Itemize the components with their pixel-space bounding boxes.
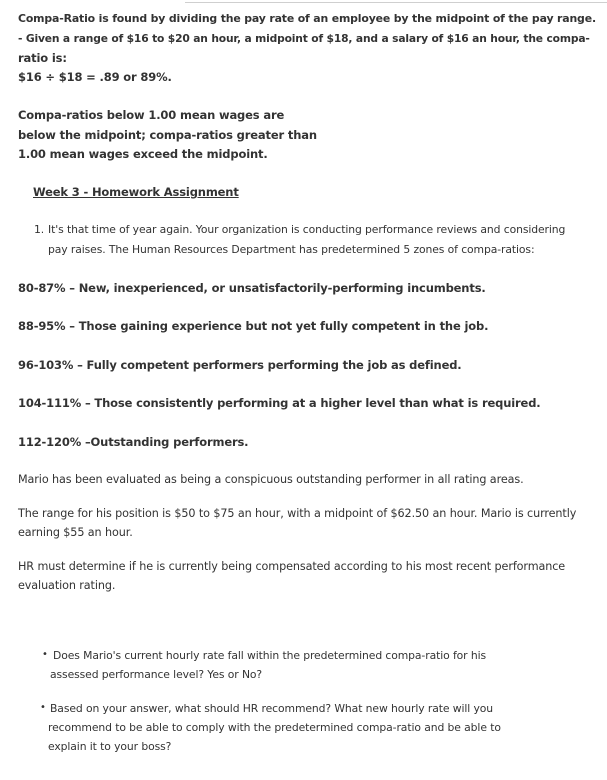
scenario-paragraph-2-line-2: earning $55 an hour. <box>18 526 133 539</box>
intro-line-3: ratio is: <box>18 51 67 65</box>
zone-3: 96-103% – Fully competent performers performing the job as defined. <box>18 358 462 372</box>
note-line-1: Compa-ratios below 1.00 mean wages are <box>18 108 285 122</box>
intro-line-2: - Given a range of $16 to $20 an hour, a midpoint of $18, and a salary of $16 an hour, the compa- <box>18 32 590 45</box>
scenario-paragraph-1: Mario has been evaluated as being a conspicuous outstanding performer in all rating areas. <box>18 473 524 486</box>
question-line-2: pay raises. The Human Resources Department has predetermined 5 zones of compa-ratios: <box>48 243 535 256</box>
intro-formula: $16 ÷ $18 = .89 or 89%. <box>18 70 172 84</box>
question-line-1: It's that time of year again. Your organization is conducting performance reviews and considering <box>48 223 566 236</box>
bullet-2-line-1: Based on your answer, what should HR recommend? What new hourly rate will you <box>50 702 494 715</box>
zone-2: 88-95% – Those gaining experience but not yet fully competent in the job. <box>18 319 489 333</box>
top-divider <box>185 2 607 3</box>
bullet-icon: • <box>40 702 46 713</box>
intro-line-1: Compa-Ratio is found by dividing the pay rate of an employee by the midpoint of the pay range. <box>18 12 596 25</box>
zone-4: 104-111% – Those consistently performing at a higher level than what is required. <box>18 396 541 410</box>
zone-1: 80-87% – New, inexperienced, or unsatisfactorily-performing incumbents. <box>18 281 486 295</box>
bullet-2-line-2: recommend to be able to comply with the predetermined compa-ratio and be able to <box>48 721 501 734</box>
bullet-2-line-3: explain it to your boss? <box>48 740 172 753</box>
zone-5: 112-120% –Outstanding performers. <box>18 435 249 449</box>
note-line-3: 1.00 mean wages exceed the midpoint. <box>18 147 268 161</box>
bullet-1-line-1: Does Mario's current hourly rate fall within the predetermined compa-ratio for his <box>53 649 487 662</box>
question-number: 1. <box>34 223 45 236</box>
scenario-paragraph-2-line-1: The range for his position is $50 to $75 an hour, with a midpoint of $62.50 an hour. Mario is currently <box>18 507 577 520</box>
assignment-title: Week 3 - Homework Assignment <box>33 185 239 199</box>
scenario-paragraph-3-line-2: evaluation rating. <box>18 579 116 592</box>
bullet-1-line-2: assessed performance level? Yes or No? <box>50 668 263 681</box>
bullet-icon: • <box>42 649 48 660</box>
scenario-paragraph-3-line-1: HR must determine if he is currently being compensated according to his most recent performance <box>18 560 566 573</box>
note-line-2: below the midpoint; compa-ratios greater than <box>18 128 317 142</box>
